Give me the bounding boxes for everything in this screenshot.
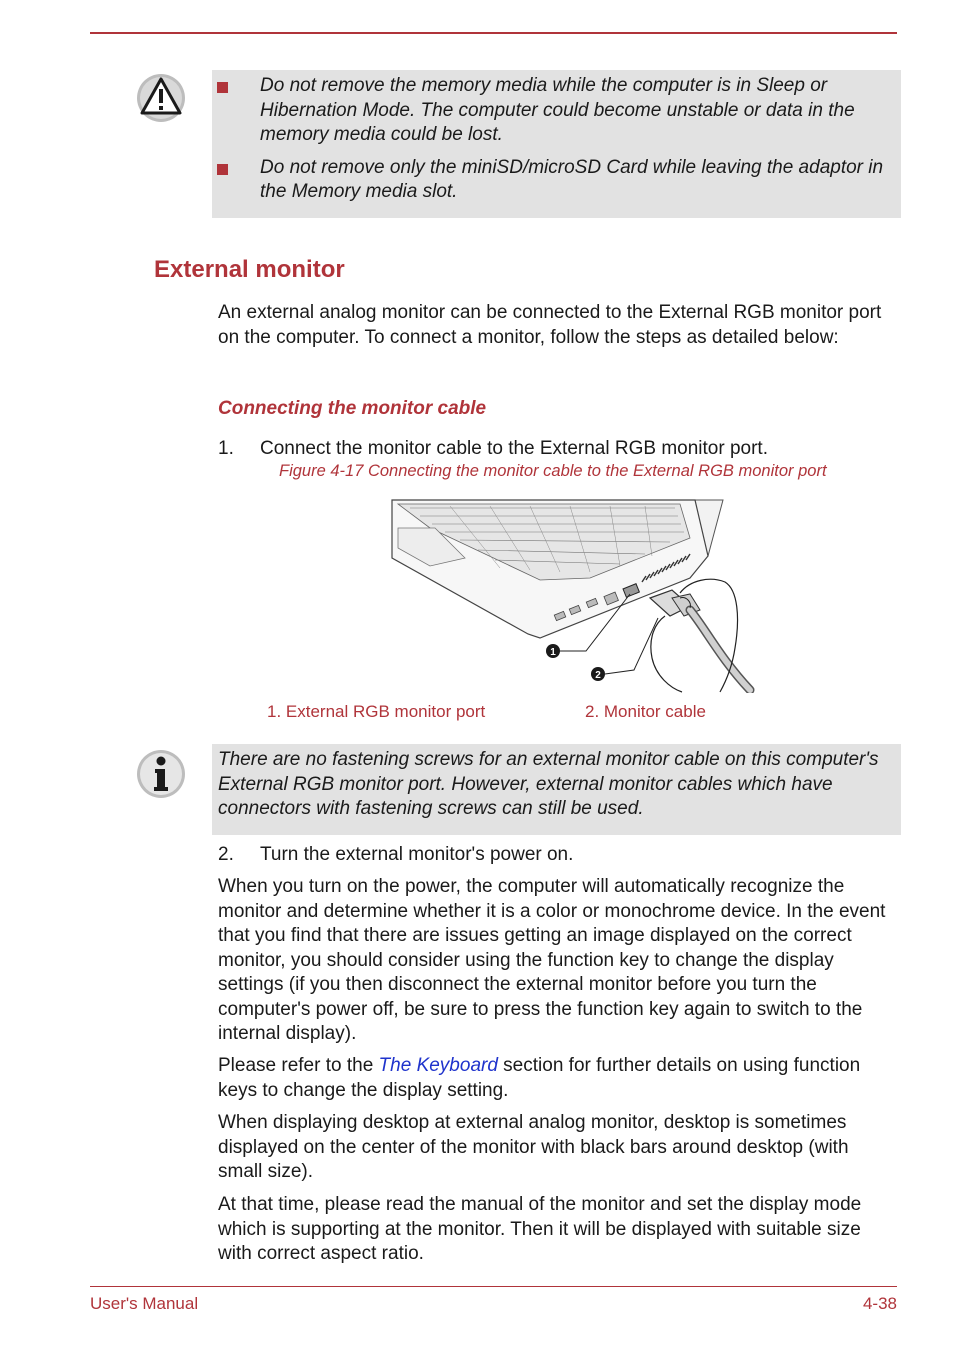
section-title: External monitor xyxy=(154,256,345,283)
step-2 xyxy=(218,843,573,868)
keyboard-link[interactable]: The Keyboard xyxy=(378,1055,498,1076)
step-1 xyxy=(218,437,768,462)
laptop-figure xyxy=(390,498,770,693)
info-note: There are no fastening screws for an external monitor cable on this computer's External RGB monitor port. However, external monitor cables which have connectors with fastening screws can still be used. xyxy=(218,749,879,819)
footer-rule xyxy=(90,1286,897,1287)
callout-1: 1 xyxy=(550,647,556,658)
step-number: 2. xyxy=(218,844,234,865)
info-box xyxy=(212,744,901,835)
subsection-title: Connecting the monitor cable xyxy=(218,398,487,419)
warning-icon xyxy=(136,73,186,123)
intro-paragraph: An external analog monitor can be connected to the External RGB monitor port on the computer. To connect a monitor, follow the steps as detailed below: xyxy=(218,302,882,348)
step-text: Turn the external monitor's power on. xyxy=(260,844,574,865)
paragraph-text: Please refer to the xyxy=(218,1055,379,1076)
step-number: 1. xyxy=(218,438,234,459)
header-rule xyxy=(90,32,897,34)
paragraph: When you turn on the power, the computer will automatically recognize the monitor and determine whether it is a color or monochrome device. In the event that you find that there are issues getting an image displayed on the correct monitor, you should consider using the function key to change the display settings (if you then disconnect the external monitor before you turn the computer's power off, be sure to press the function key again to switch to the internal display). xyxy=(218,876,886,1044)
callout-2: 2 xyxy=(595,670,601,681)
legend-item-2: 2. Monitor cable xyxy=(585,702,706,721)
warning-item: Do not remove the memory media while the computer is in Sleep or Hibernation Mode. The computer could become unstable or data in the memory media could be lost. xyxy=(260,74,889,148)
page-number: 4-38 xyxy=(862,1294,897,1313)
step-text: Connect the monitor cable to the External RGB monitor port. xyxy=(260,438,768,459)
paragraph xyxy=(218,1054,898,1103)
footer-title: User's Manual xyxy=(90,1294,199,1313)
paragraph: When displaying desktop at external analog monitor, desktop is sometimes displayed on the center of the monitor with black bars around desktop (with small size). xyxy=(218,1112,849,1182)
legend-item-1: 1. External RGB monitor port xyxy=(267,702,486,721)
figure-caption: Figure 4-17 Connecting the monitor cable to the External RGB monitor port xyxy=(279,462,827,480)
warning-item: Do not remove only the miniSD/microSD Card while leaving the adaptor in the Memory media slot. xyxy=(260,156,889,205)
warning-box xyxy=(212,70,901,218)
paragraph-text: section for further details on using function keys to change the display setting. xyxy=(218,1055,861,1101)
info-icon xyxy=(136,749,186,799)
paragraph: At that time, please read the manual of the monitor and set the display mode which is supporting at the monitor. Then it will be displayed with suitable size with correct aspect ratio. xyxy=(218,1194,862,1264)
